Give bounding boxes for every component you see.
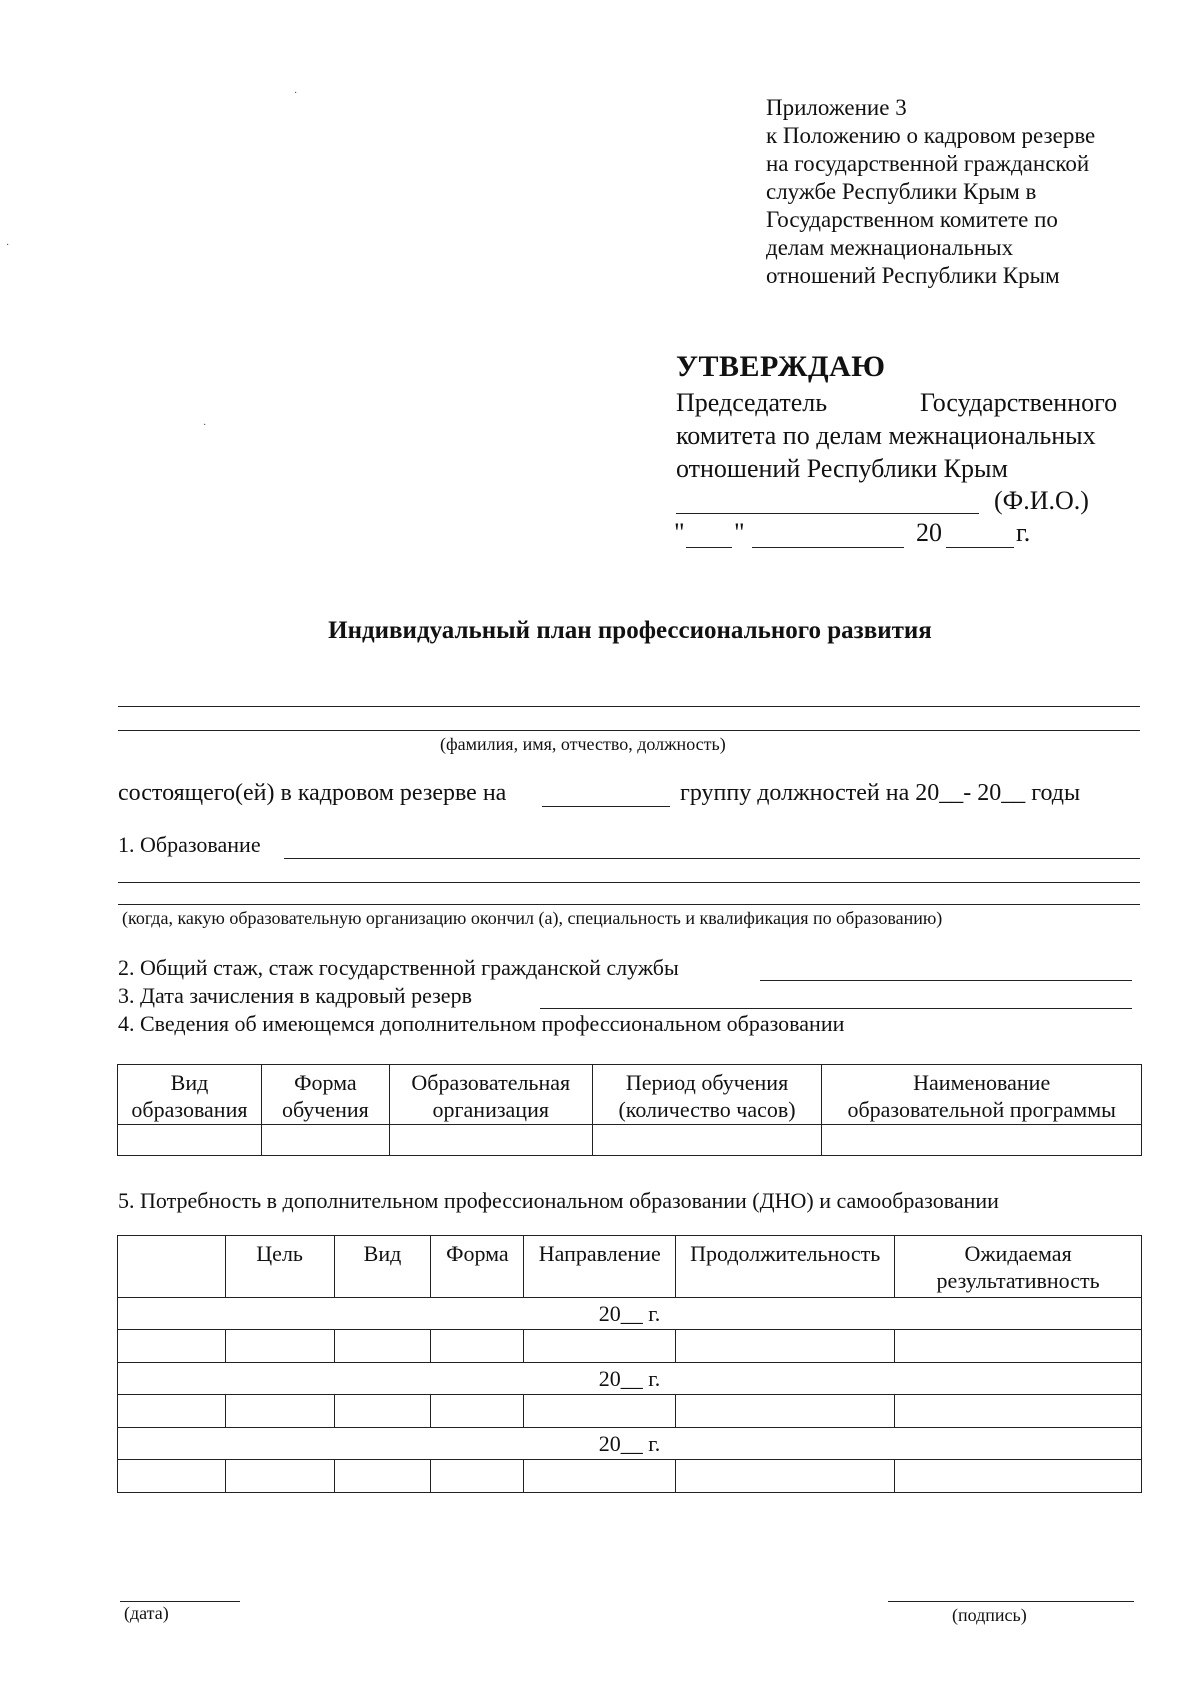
appendix-line: отношений Республики Крым [766, 263, 1060, 288]
table-cell[interactable] [524, 1460, 676, 1493]
table-cell[interactable] [895, 1330, 1142, 1363]
table-cell[interactable] [225, 1330, 334, 1363]
column-header: Ожидаемая результативность [895, 1236, 1142, 1298]
needs-label: 5. Потребность в дополнительном профессиональном образовании (ДНО) и самообразовании [118, 1188, 999, 1213]
column-header: Цель [225, 1236, 334, 1298]
approval-title: УТВЕРЖДАЮ [676, 350, 886, 383]
scan-dot: · [203, 420, 207, 431]
table-cell[interactable] [822, 1125, 1142, 1156]
person-caption: (фамилия, имя, отчество, должность) [440, 734, 726, 754]
signature-caption: (подпись) [952, 1605, 1027, 1625]
appendix-block [766, 94, 1095, 290]
table-cell[interactable] [524, 1395, 676, 1428]
table-cell[interactable] [334, 1460, 431, 1493]
table-cell[interactable] [895, 1395, 1142, 1428]
table-cell[interactable] [118, 1330, 226, 1363]
scan-dot: · [294, 88, 298, 99]
document-title: Индивидуальный план профессионального развития [328, 617, 932, 644]
column-header: Направление [524, 1236, 676, 1298]
table-cell[interactable] [592, 1125, 822, 1156]
education-caption: (когда, какую образовательную организацию окончил (а), специальность и квалификация по образованию) [122, 908, 943, 928]
table-cell[interactable] [431, 1460, 524, 1493]
table-cell[interactable] [389, 1125, 592, 1156]
year-row [118, 1363, 1142, 1395]
table-cell[interactable] [676, 1395, 895, 1428]
column-header: Вид образования [118, 1065, 262, 1125]
reserve-text-1: состоящего(ей) в кадровом резерве на [118, 780, 507, 806]
year-cell: 20__ г. [118, 1428, 1142, 1460]
approval-line-1-right: Государственного [920, 388, 1118, 417]
date-day-blank[interactable] [686, 547, 732, 548]
year-cell: 20__ г. [118, 1298, 1142, 1330]
appendix-line: к Положению о кадровом резерве [766, 123, 1096, 148]
date-month-blank[interactable] [752, 547, 904, 548]
table-cell[interactable] [334, 1395, 431, 1428]
needs-table [117, 1235, 1142, 1493]
reserve-group-blank[interactable] [542, 806, 670, 807]
approval-line-2: комитета по делам межнациональных [676, 421, 1096, 450]
date-signature-line[interactable] [120, 1601, 240, 1602]
signature-line[interactable] [888, 1601, 1134, 1602]
column-header: Вид [334, 1236, 431, 1298]
column-header: Форма [431, 1236, 524, 1298]
approval-line-3: отношений Республики Крым [676, 454, 1008, 483]
column-header: Наименование образовательной программы [822, 1065, 1142, 1125]
year-cell: 20__ г. [118, 1363, 1142, 1395]
appendix-line: на государственной гражданской [766, 151, 1090, 176]
table-row [118, 1125, 1142, 1156]
table-cell[interactable] [895, 1460, 1142, 1493]
table-cell[interactable] [261, 1125, 389, 1156]
table-cell[interactable] [676, 1460, 895, 1493]
date-year-blank[interactable] [946, 547, 1014, 548]
column-header: Период обучения (количество часов) [592, 1065, 822, 1125]
column-header: Образовательная организация [389, 1065, 592, 1125]
column-header: Форма обучения [261, 1065, 389, 1125]
education-line-2[interactable] [118, 882, 1140, 883]
date-quote-open: " [674, 518, 685, 547]
fio-label: (Ф.И.О.) [994, 486, 1089, 515]
additional-education-label: 4. Сведения об имеющемся дополнительном профессиональном образовании [118, 1011, 845, 1036]
table-header-row [118, 1065, 1142, 1125]
table-cell[interactable] [118, 1460, 226, 1493]
enroll-label: 3. Дата зачисления в кадровый резерв [118, 983, 472, 1008]
column-header [118, 1236, 226, 1298]
date-year-prefix: 20 [916, 518, 942, 547]
approval-line-1-left: Председатель [676, 388, 828, 417]
table-cell[interactable] [334, 1330, 431, 1363]
table-cell[interactable] [431, 1395, 524, 1428]
table-cell[interactable] [225, 1460, 334, 1493]
education-line-3[interactable] [118, 904, 1140, 905]
scan-dot: · [6, 240, 10, 251]
date-quote-close: " [734, 518, 745, 547]
date-caption: (дата) [124, 1603, 169, 1623]
date-year-suffix: г. [1016, 518, 1031, 547]
table-cell[interactable] [118, 1125, 262, 1156]
education-label: 1. Образование [118, 832, 261, 857]
experience-label: 2. Общий стаж, стаж государственной гражданской службы [118, 955, 679, 980]
column-header: Продолжительность [676, 1236, 895, 1298]
education-line-1[interactable] [284, 858, 1140, 859]
experience-blank[interactable] [760, 980, 1132, 981]
appendix-line: службе Республики Крым в [766, 179, 1037, 204]
fio-blank[interactable] [676, 513, 979, 514]
reserve-text-2: группу должностей на 20__- 20__ годы [680, 780, 1081, 806]
person-line-1[interactable] [118, 706, 1140, 707]
year-row [118, 1428, 1142, 1460]
table-cell[interactable] [524, 1330, 676, 1363]
table-cell[interactable] [676, 1330, 895, 1363]
enroll-blank[interactable] [540, 1008, 1132, 1009]
table-row [118, 1460, 1142, 1493]
table-row [118, 1395, 1142, 1428]
table-cell[interactable] [225, 1395, 334, 1428]
additional-education-table [117, 1064, 1142, 1156]
table-cell[interactable] [118, 1395, 226, 1428]
appendix-line: делам межнациональных [766, 235, 1014, 260]
table-cell[interactable] [431, 1330, 524, 1363]
person-line-2[interactable] [118, 730, 1140, 731]
appendix-line: Приложение 3 [766, 95, 907, 120]
appendix-line: Государственном комитете по [766, 207, 1058, 232]
year-row [118, 1298, 1142, 1330]
table-header-row [118, 1236, 1142, 1298]
table-row [118, 1330, 1142, 1363]
